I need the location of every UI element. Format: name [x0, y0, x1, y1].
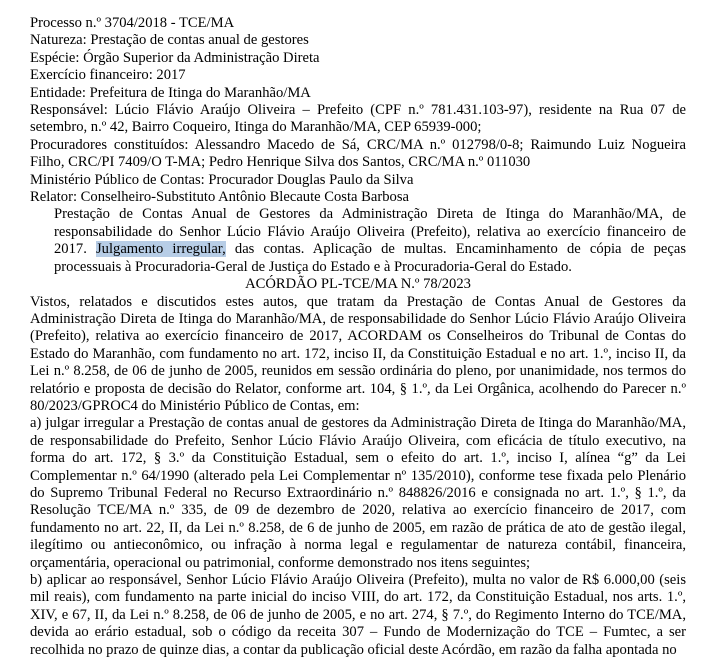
especie-line: Espécie: Órgão Superior da Administração Direta	[30, 49, 320, 66]
natureza-line: Natureza: Prestação de contas anual de gestores	[30, 32, 309, 49]
ministerio-line: Ministério Público de Contas: Procurador Douglas Paulo da Silva	[30, 171, 414, 188]
processo-line: Processo n.º 3704/2018 - TCE/MA	[30, 15, 235, 31]
exercicio-line: Exercício financeiro: 2017	[30, 67, 186, 84]
relator-line: Relator: Conselheiro-Substituto Antônio Blecaute Costa Barbosa	[30, 189, 409, 206]
ementa-paragraph	[54, 206, 686, 276]
item-b-paragraph: b) aplicar ao responsável, Senhor Lúcio Flávio Araújo Oliveira (Prefeito), multa no valor de R$ 6.000,00 (seis mil reais), com fundamento na parte inicial do inciso VIII, do art. 172, da Constituição Estadual, nos arts. 1.º, XIV, e 67, II, da Lei n.º 8.258, de 06 de junho de 2005, e no art. 274, § 7.º, do Regimento Interno do TCE/MA, devida ao erário estadual, sob o código da receita 307 – Fundo de Modernização do TCE – Fumtec, a ser recolhida no prazo de quinze dias, a contar da publicação oficial deste Acórdão, em razão da falha apontada no	[30, 572, 686, 658]
highlighted-text: Julgamento irregular,	[96, 241, 226, 258]
acordao-intro-paragraph: Vistos, relatados e discutidos estes autos, que tratam da Prestação de Contas Anual de Gestores da Administração Direta de Itinga do Maranhão/MA, de responsabilidade do Senhor Lúcio Flávio Araújo Oliveira (Prefeito), relativa ao exercício financeiro de 2017, ACORDAM os Conselheiros do Tribunal de Contas do Estado do Maranhão, com fundamento no art. 172, inciso II, da Constituição Estadual e no art. 1.º, inciso II, da Lei n.º 8.258, de 06 de junho de 2005, reunidos em sessão ordinária do pleno, por unanimidade, nos termos do relatório e proposta de decisão do Relator, conforme art. 104, § 1.º, da Lei Orgânica, acolhendo do Parecer n.º 80/2023/GPROC4 do Ministério Público de Contas, em:	[30, 293, 686, 414]
procuradores-paragraph: Procuradores constituídos: Alessandro Macedo de Sá, CRC/MA n.º 012798/0-8; Raimundo Luiz Nogueira Filho, CRC/PI 7409/O T-MA; Pedro Henrique Silva dos Santos, CRC/MA n.º 011030	[30, 136, 686, 171]
item-a-paragraph: a) julgar irregular a Prestação de contas anual de gestores da Administração Direta de Itinga do Maranhão/MA, de responsabilidade do Prefeito, Senhor Lúcio Flávio Araújo Oliveira, com eficácia de título executivo, na forma do art. 172, § 3.º da Constituição Estadual, sem o efeito do art. 1.º, inciso I, alínea “g” da Lei Complementar n.º 64/1990 (alterado pela Lei Complementar nº 135/2010), conforme tese fixada pelo Plenário do Supremo Tribunal Federal no Recurso Extraordinário n.º 848826/2016 e consignada no art. 1.º, § 1.º, da Resolução TCE/MA n.º 335, de 09 de dezembro de 2020, relativa ao exercício financeiro de 2017, com fundamento no art. 22, II, da Lei n.º 8.258, de 6 de junho de 2005, em razão de prática de ato de gestão ilegal, ilegítimo ou antieconômico, ou infração à norma legal e regulamentar de natureza contábil, financeira, orçamentária, operacional ou patrimonial, conforme demonstrado nos itens seguintes;	[30, 415, 686, 571]
ementa-text-end: das contas. Aplicação de multas. Encaminhamento de cópia de peças processuais à Procuradoria-Geral de Justiça do Estado e à Procuradoria-Geral do Estado.	[54, 241, 687, 275]
ementa-text-start: Prestação de Contas Anual de Gestores da Administração Direta de Itinga do Maranhão/MA, de responsabilidade do Senhor Lúcio Flávio Araújo Oliveira (Prefeito), relativa ao exercício financeiro de 2017.	[54, 206, 686, 258]
entidade-line: Entidade: Prefeitura de Itinga do Maranhão/MA	[30, 84, 311, 101]
document-page	[30, 15, 686, 659]
acordao-title: ACÓRDÃO PL-TCE/MA N.º 78/2023	[245, 276, 471, 293]
responsavel-paragraph: Responsável: Lúcio Flávio Araújo Oliveira – Prefeito (CPF n.º 781.431.103-97), residente na Rua 07 de setembro, n.º 42, Bairro Coqueiro, Itinga do Maranhão/MA, CEP 65939-000;	[30, 102, 686, 136]
